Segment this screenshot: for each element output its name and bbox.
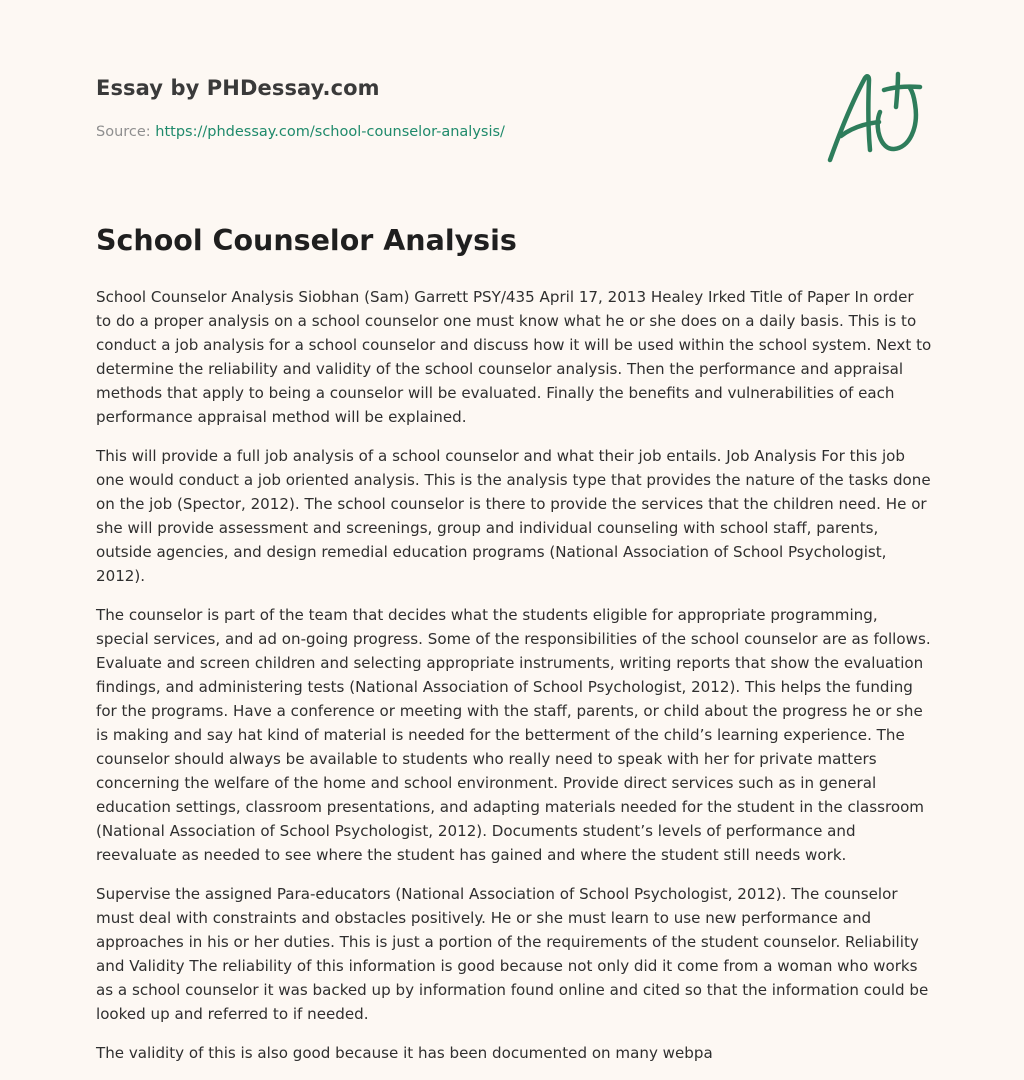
essay-paragraph: The counselor is part of the team that decides what the students eligible for appropriate programming, special services, and ad on-going progress. Some of the responsibilities of the school counselor are as follows. Evaluate and screen children and selecting appropriate instruments, writing reports that show the evaluation findings, and administering tests (National Association of School Psychologist, 2012). This helps the funding for the programs. Have a conference or meeting with the staff, parents, or child about the progress he or she is making and say hat kind of material is needed for the betterment of the child’s learning experience. The counselor should always be available to students who really need to speak with her for private matters concerning the welfare of the home and school environment. Provide direct services such as in general education settings, classroom presentations, and adapting materials needed for the student in the classroom (National Association of School Psychologist, 2012). Documents student’s levels of performance and reevaluate as needed to see where the student has gained and where the student still needs work. (96, 606, 931, 864)
a-plus-grade-icon (822, 66, 928, 166)
essay-title: School Counselor Analysis (96, 224, 517, 257)
essay-body (96, 285, 932, 1080)
essay-paragraph: Supervise the assigned Para-educators (National Association of School Psychologist, 2012). The counselor must deal with constraints and obstacles positively. He or she must learn to use new performance and approaches in his or her duties. This is just a portion of the requirements of the student counselor. Reliability and Validity The reliability of this information is good because not only did it come from a woman who works as a school counselor it was backed up by information found online and cited so that the information could be looked up and referred to if needed. (96, 885, 929, 1023)
essay-paragraph: This will provide a full job analysis of a school counselor and what their job entails. Job Analysis For this job one would conduct a job oriented analysis. This is the analysis type that provides the nature of the tasks done on the job (Spector, 2012). The school counselor is there to provide the services that the children need. He or she will provide assessment and screenings, group and individual counseling with school staff, parents, outside agencies, and design remedial education programs (National Association of School Psychologist, 2012). (96, 447, 931, 585)
source-line (96, 124, 505, 140)
essay-paragraph: School Counselor Analysis Siobhan (Sam) Garrett PSY/435 April 17, 2013 Healey Irked Title of Paper In order to do a proper analysis on a school counselor one must know what he or she does on a daily basis. This is to conduct a job analysis for a school counselor and discuss how it will be used within the school system. Next to determine the reliability and validity of the school counselor analysis. Then the performance and appraisal methods that apply to being a counselor will be evaluated. Finally the benefits and vulnerabilities of each performance appraisal method will be explained. (96, 288, 932, 426)
essay-paragraph: The validity of this is also good because it has been documented on many webpa (96, 1044, 713, 1062)
site-brand-heading: Essay by PHDessay.com (96, 76, 380, 100)
source-label: Source: (96, 124, 151, 140)
source-link[interactable]: https://phdessay.com/school-counselor-analysis/ (155, 124, 505, 140)
